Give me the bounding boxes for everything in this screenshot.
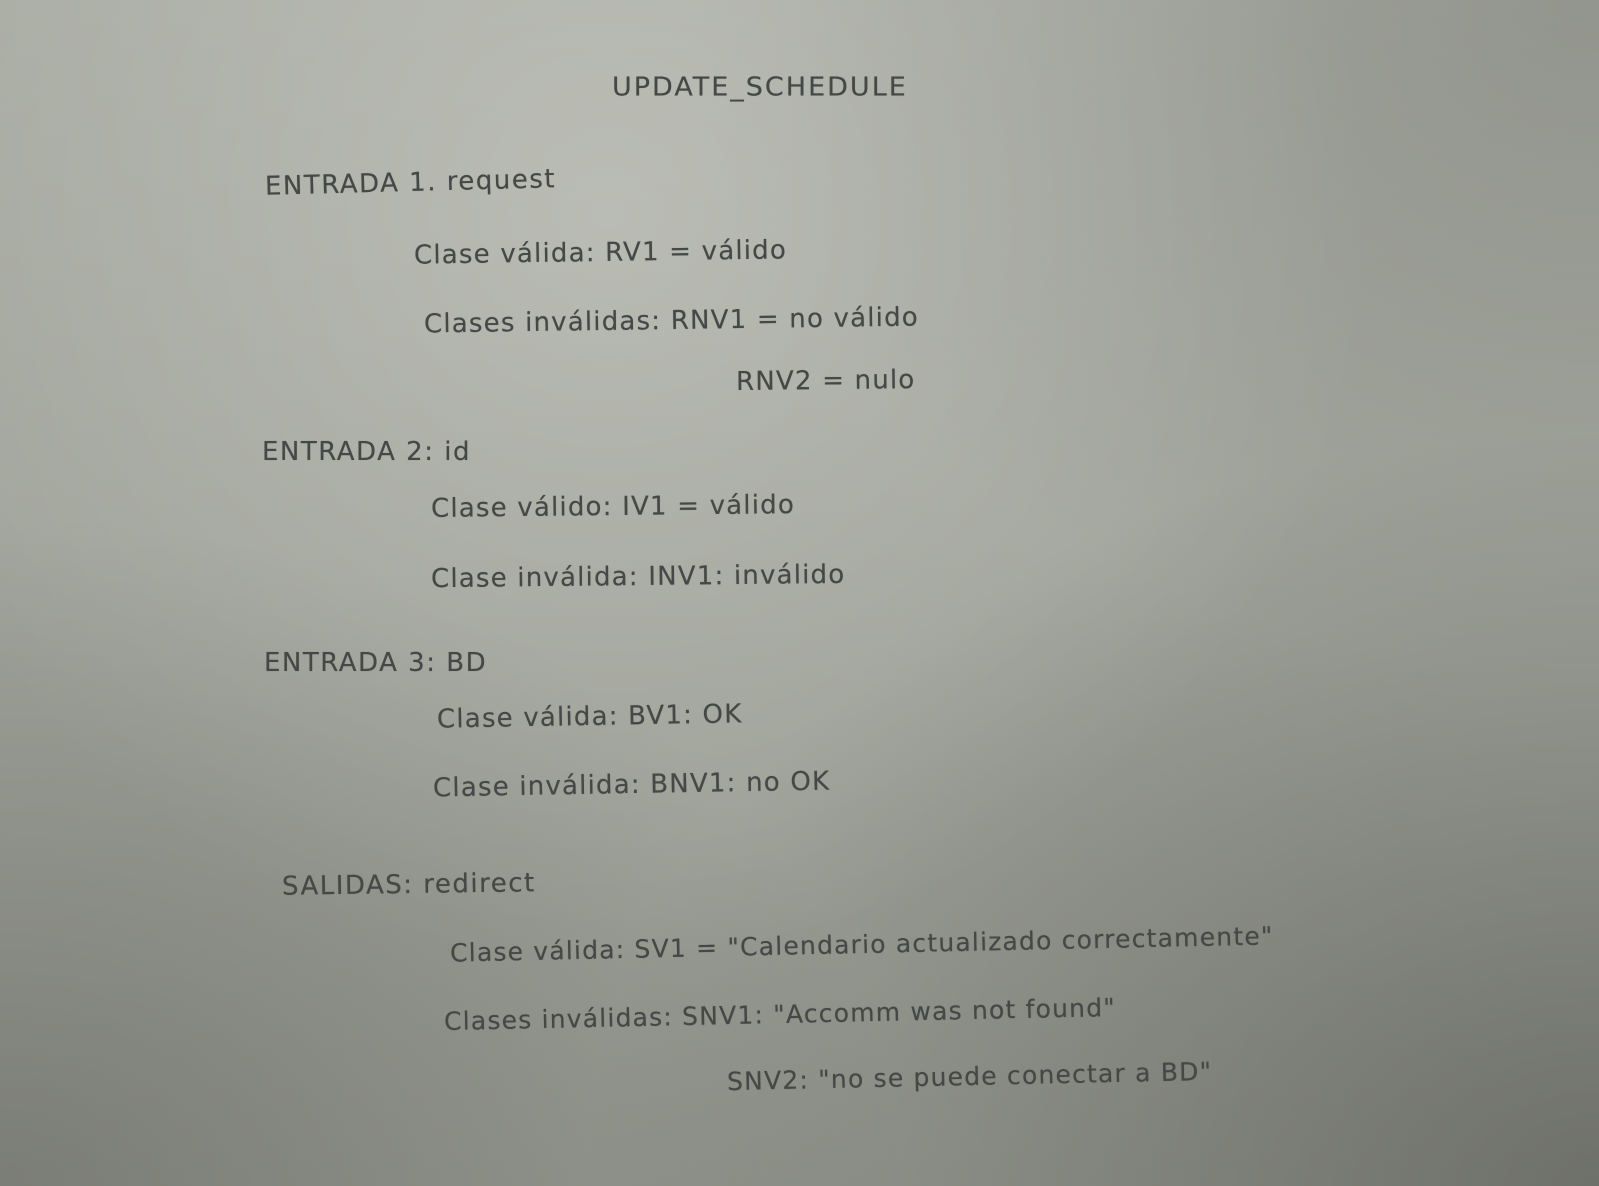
entrada-3-invalid-class: Clase inválida: BNV1: no OK xyxy=(432,766,831,804)
salidas-invalid-class-2: SNV2: "no se puede conectar a BD" xyxy=(726,1056,1213,1097)
entrada-2-valid-class: Clase válido: IV1 = válido xyxy=(430,490,796,524)
section-heading-entrada-2: ENTRADA 2: id xyxy=(262,437,471,467)
section-heading-entrada-1: ENTRADA 1. request xyxy=(264,164,557,202)
section-heading-entrada-3: ENTRADA 3: BD xyxy=(264,648,488,678)
entrada-2-invalid-class: Clase inválida: INV1: inválido xyxy=(430,559,846,595)
entrada-1-valid-class: Clase válida: RV1 = válido xyxy=(413,235,788,271)
entrada-3-valid-class: Clase válida: BV1: OK xyxy=(436,699,743,735)
page-title: UPDATE_SCHEDULE xyxy=(612,72,908,103)
section-heading-salidas: SALIDAS: redirect xyxy=(281,868,536,902)
salidas-valid-class: Clase válida: SV1 = "Calendario actualizado correctamente" xyxy=(449,921,1274,968)
entrada-1-invalid-class-1: Clases inválidas: RNV1 = no válido xyxy=(423,302,920,340)
salidas-invalid-class-1: Clases inválidas: SNV1: "Accomm was not found" xyxy=(443,992,1117,1037)
entrada-1-invalid-class-2: RNV2 = nulo xyxy=(735,365,916,397)
